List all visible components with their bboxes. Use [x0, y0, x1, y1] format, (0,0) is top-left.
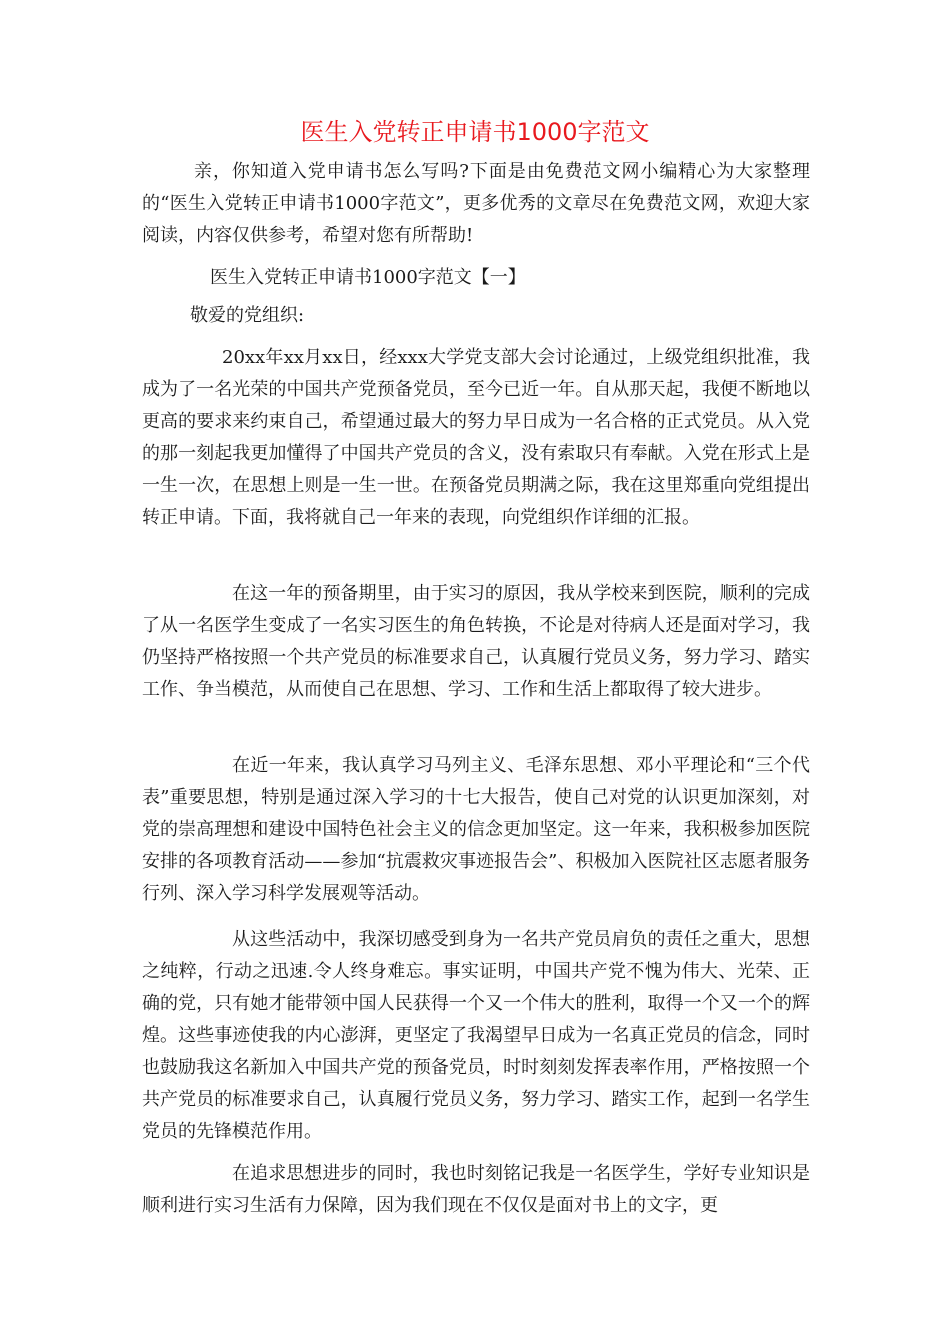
body-paragraph-5: 在追求思想进步的同时，我也时刻铭记我是一名医学生，学好专业知识是顺利进行实习生活有力保障，因为我们现在不仅仅是面对书上的文字，更 [142, 1163, 810, 1216]
intro-paragraph: 亲，你知道入党申请书怎么写吗?下面是由免费范文网小编精心为大家整理的“医生入党转正申请书1000字范文”，更多优秀的文章尽在免费范文网，欢迎大家阅读，内容仅供参考，希望对您有所帮助! [142, 161, 810, 246]
body-paragraph-1: 20xx年xx月xx日，经xxx大学党支部大会讨论通过，上级党组织批准，我成为了一名光荣的中国共产党预备党员，至今已近一年。自从那天起，我便不断地以更高的要求来约束自己，希望通过最大的努力早日成为一名合格的正式党员。从入党的那一刻起我更加懂得了中国共产党员的含义，没有索取只有奉献。入党在形式上是一生一次，在思想上则是一生一世。在预备党员期满之际，我在这里郑重向党组提出转正申请。下面，我将就自己一年来的表现，向党组织作详细的汇报。 [142, 347, 810, 528]
salutation: 敬爱的党组织: [190, 305, 305, 326]
body-paragraph-3: 在近一年来，我认真学习马列主义、毛泽东思想、邓小平理论和“三个代表”重要思想，特别是通过深入学习的十七大报告，使自己对党的认识更加深刻，对党的崇高理想和建设中国特色社会主义的信念更加坚定。这一年来，我积极参加医院安排的各项教育活动——参加“抗震救灾事迹报告会”、积极加入医院社区志愿者服务行列、深入学习科学发展观等活动。 [142, 755, 810, 904]
section-heading: 医生入党转正申请书1000字范文【一】 [210, 267, 526, 288]
body-paragraph-2: 在这一年的预备期里，由于实习的原因，我从学校来到医院，顺利的完成了从一名医学生变成了一名实习医生的角色转换，不论是对待病人还是面对学习，我仍坚持严格按照一个共产党员的标准要求自己，认真履行党员义务，努力学习、踏实工作、争当模范，从而使自己在思想、学习、工作和生活上都取得了较大进步。 [142, 583, 810, 700]
document-title: 医生入党转正申请书1000字范文 [300, 118, 650, 146]
body-paragraph-4: 从这些活动中，我深切感受到身为一名共产党员肩负的责任之重大，思想之纯粹，行动之迅速.令人终身难忘。事实证明，中国共产党不愧为伟大、光荣、正确的党，只有她才能带领中国人民获得一个又一个伟大的胜利，取得一个又一个的辉煌。这些事迹使我的内心澎湃，更坚定了我渴望早日成为一名真正党员的信念，同时也鼓励我这名新加入中国共产党的预备党员，时时刻刻发挥表率作用，严格按照一个共产党员的标准要求自己，认真履行党员义务，努力学习、踏实工作，起到一名学生党员的先锋模范作用。 [142, 929, 810, 1142]
